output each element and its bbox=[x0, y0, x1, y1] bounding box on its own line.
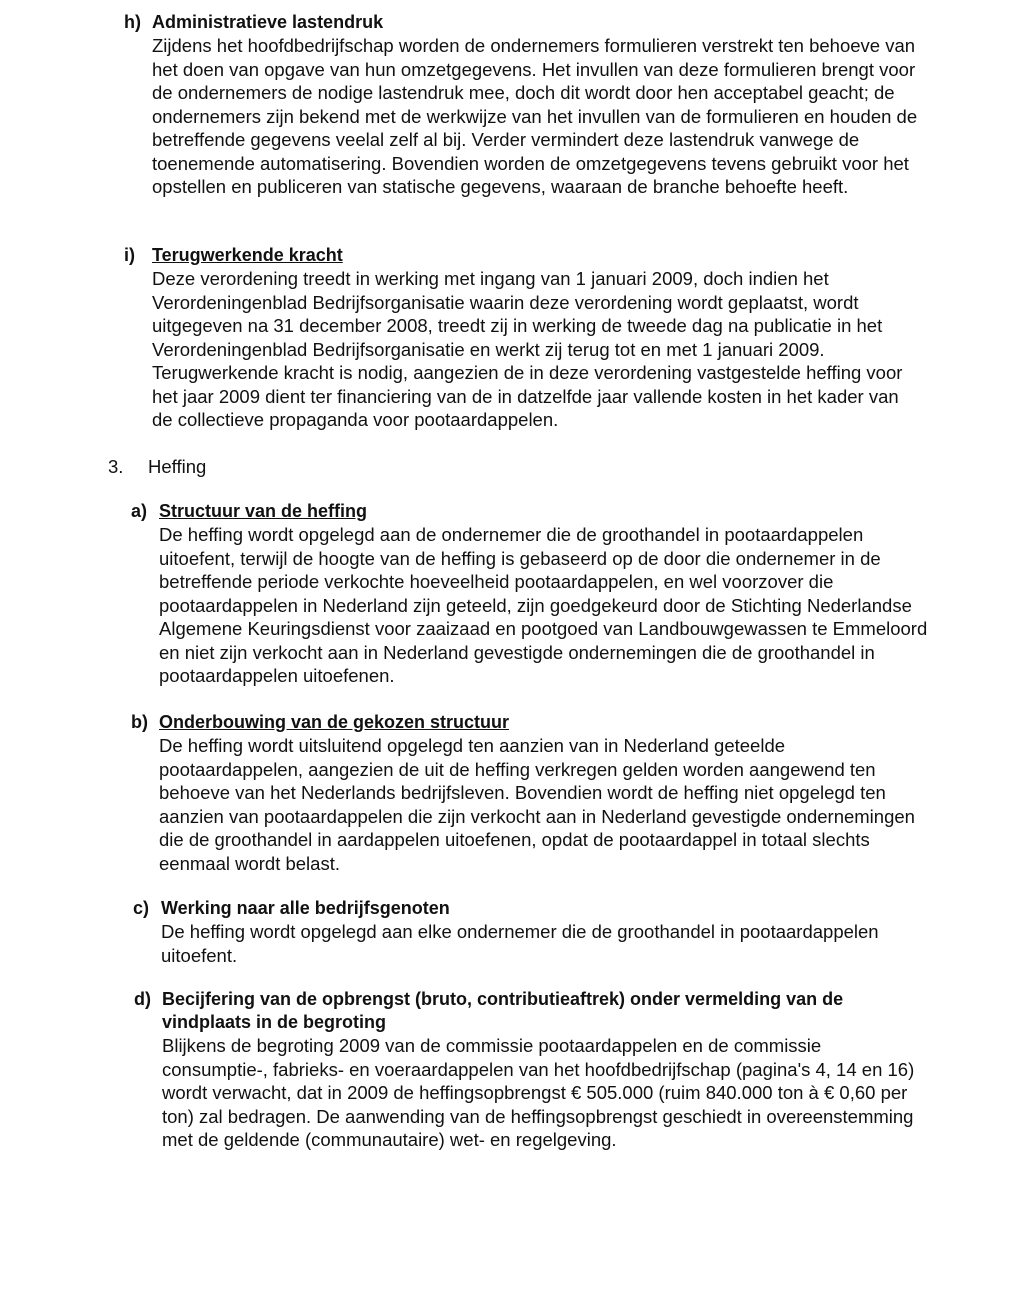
chapter-title: Heffing bbox=[148, 456, 207, 477]
section-i-body: Deze verordening treedt in werking met ingang van 1 januari 2009, doch indien het Verordeningenblad Bedrijfsorganisatie waarin deze verordening wordt geplaatst, wordt uitgegeven na 31 december 2008, treedt zij in werking de tweede dag na publicatie in het Verordeningenblad Bedrijfsorganisatie en werkt zij terug tot en met 1 januari 2009. Terugwerkende kracht is nodig, aangezien de in deze verordening vastgestelde heffing voor het jaar 2009 dient ter financiering van de in datzelfde jaar vallende kosten in het kader van de collectieve propaganda voor pootaardappelen. bbox=[152, 268, 903, 430]
section-a-letter: a) bbox=[131, 501, 148, 521]
section-d-body: Blijkens de begroting 2009 van de commissie pootaardappelen en de commissie consumptie-, fabrieks- en voeraardappelen van het hoofdbedrijfschap (pagina's 4, 14 en 16) wordt verwacht, dat in 2009 de heffingsopbrengst € 505.000 (ruim 840.000 ton à € 0,60 per ton) zal bedragen. De aanwending van de heffingsopbrengst geschiedt in overeenstemming met de geldende (communautaire) wet- en regelgeving. bbox=[162, 1035, 915, 1150]
section-i bbox=[124, 244, 924, 432]
section-b bbox=[131, 711, 931, 875]
chapter-number: 3. bbox=[108, 456, 124, 477]
section-i-heading bbox=[124, 244, 924, 267]
section-h bbox=[124, 11, 929, 199]
section-a-body: De heffing wordt opgelegd aan de ondernemer die de groothandel in pootaardappelen uitoefent, terwijl de hoogte van de heffing is gebaseerd op de door die ondernemer in de betreffende periode verkochte hoeveelheid pootaardappelen, en wel voorzover die pootaardappelen in Nederland zijn geteeld, zijn goedgekeurd door de Stichting Nederlandse Algemene Keuringsdienst voor zaaizaad en pootgoed van Landbouwgewassen te Emmeloord en niet zijn verkocht aan in Nederland gevestigde ondernemingen die de groothandel in pootaardappelen uitoefenen. bbox=[159, 524, 928, 686]
section-a bbox=[131, 500, 931, 688]
section-c-heading bbox=[133, 897, 933, 920]
chapter-heading bbox=[108, 455, 206, 478]
section-a-title: Structuur van de heffing bbox=[159, 501, 368, 521]
section-h-title: Administratieve lastendruk bbox=[152, 12, 384, 32]
section-h-heading bbox=[124, 11, 929, 34]
section-i-letter: i) bbox=[124, 245, 135, 265]
section-h-letter: h) bbox=[124, 12, 141, 32]
section-a-heading bbox=[131, 500, 931, 523]
section-c bbox=[133, 897, 933, 967]
section-d-letter: d) bbox=[134, 989, 151, 1009]
section-d bbox=[134, 988, 924, 1152]
section-c-title: Werking naar alle bedrijfsgenoten bbox=[161, 898, 450, 918]
section-b-letter: b) bbox=[131, 712, 148, 732]
section-d-title: Becijfering van de opbrengst (bruto, contributieaftrek) onder vermelding van de vindplaats in de begroting bbox=[162, 989, 844, 1032]
section-c-body: De heffing wordt opgelegd aan elke ondernemer die de groothandel in pootaardappelen uitoefent. bbox=[161, 921, 879, 966]
section-b-heading bbox=[131, 711, 931, 734]
section-b-title: Onderbouwing van de gekozen structuur bbox=[159, 712, 510, 732]
section-d-heading bbox=[134, 988, 924, 1034]
section-h-body: Zijdens het hoofdbedrijfschap worden de ondernemers formulieren verstrekt ten behoeve van het doen van opgave van hun omzetgegevens. Het invullen van deze formulieren brengt voor de ondernemers de nodige lastendruk mee, doch dit wordt door hen acceptabel geacht; de ondernemers zijn bekend met de werkwijze van het invullen van de formulieren en houden de betreffende gegevens veelal zelf al bij. Verder vermindert deze lastendruk vanwege de toenemende automatisering. Bovendien worden de omzetgegevens tevens gebruikt voor het opstellen en publiceren van statische gegevens, waaraan de branche behoefte heeft. bbox=[152, 35, 918, 197]
section-i-title: Terugwerkende kracht bbox=[152, 245, 343, 265]
section-b-body: De heffing wordt uitsluitend opgelegd ten aanzien van in Nederland geteelde pootaardappelen, aangezien de uit de heffing verkregen gelden worden aangewend ten behoeve van het Nederlands bedrijfsleven. Bovendien wordt de heffing niet opgelegd ten aanzien van pootaardappelen die zijn verkocht aan in Nederland gevestigde ondernemingen die de groothandel in aardappelen uitoefenen, opdat de pootaardappel in totaal slechts eenmaal wordt belast. bbox=[159, 735, 915, 874]
section-c-letter: c) bbox=[133, 898, 150, 918]
